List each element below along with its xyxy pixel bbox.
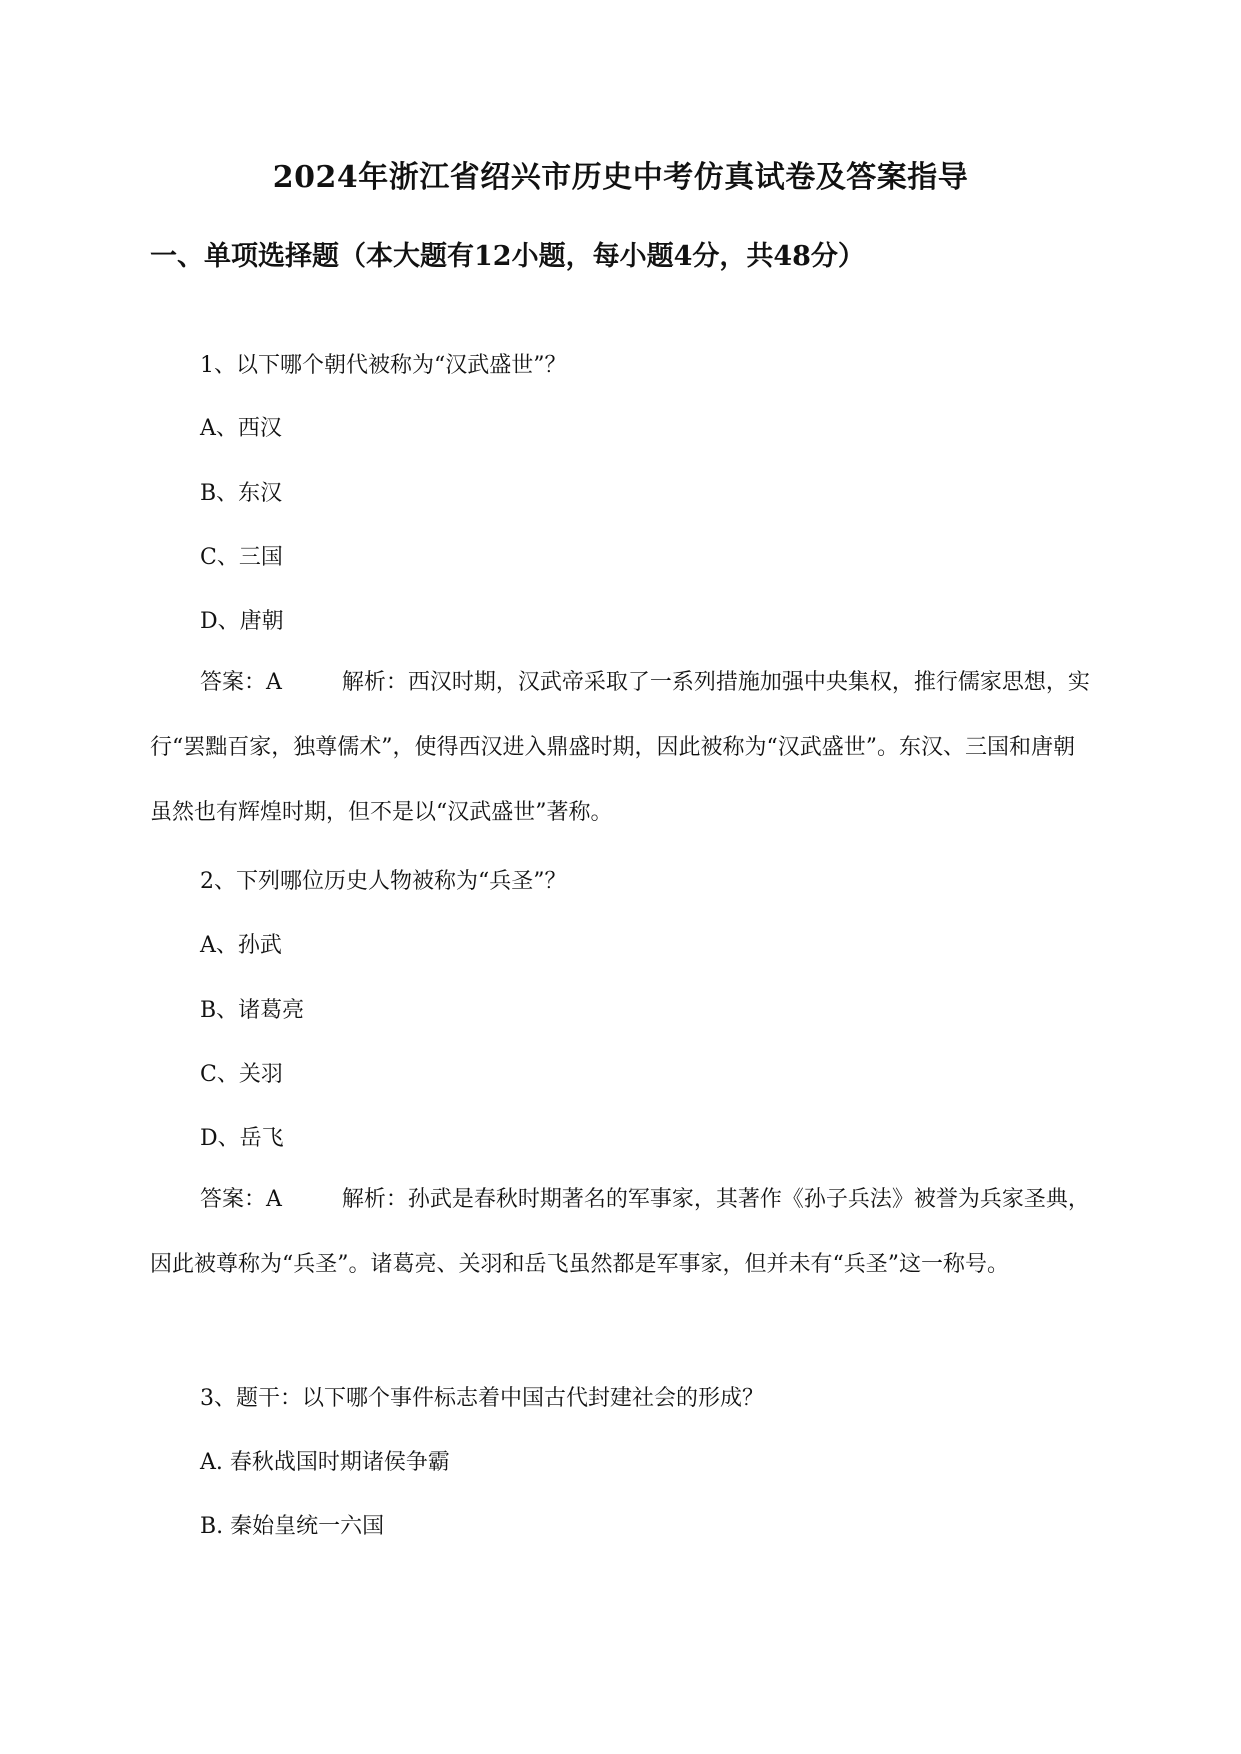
answer-label: 答案：A	[200, 1187, 282, 1212]
analysis-text: 解析：孙武是春秋时期著名的军事家，其著作《孙子兵法》被誉为兵家圣典，因此被尊称为“兵圣”。诸葛亮、关羽和岳飞虽然都是军事家，但并未有“兵圣”这一称号。	[150, 1187, 1090, 1277]
answer-analysis	[150, 1167, 1094, 1297]
section-heading: 一、单项选择题（本大题有12小题，每小题4分，共48分）	[150, 241, 865, 272]
option-b: B、东汉	[200, 481, 283, 506]
option-a: A、西汉	[200, 416, 282, 441]
question-stem: 1、以下哪个朝代被称为“汉武盛世”？	[200, 353, 567, 378]
option-b: B、诸葛亮	[200, 998, 305, 1023]
option-a: A、孙武	[200, 933, 282, 958]
page-title: 2024年浙江省绍兴市历史中考仿真试卷及答案指导	[272, 160, 969, 195]
option-d: D、岳飞	[200, 1126, 284, 1151]
option-c: C、关羽	[200, 1062, 283, 1087]
answer-analysis	[150, 650, 1094, 845]
answer-label: 答案：A	[200, 670, 282, 695]
option-a: A. 春秋战国时期诸侯争霸	[200, 1450, 450, 1475]
analysis-text: 解析：西汉时期，汉武帝采取了一系列措施加强中央集权，推行儒家思想，实行“罢黜百家，独尊儒术”，使得西汉进入鼎盛时期，因此被称为“汉武盛世”。东汉、三国和唐朝虽然也有辉煌时期，但不是以“汉武盛世”著称。	[150, 670, 1090, 825]
question-stem: 3、题干：以下哪个事件标志着中国古代封建社会的形成？	[200, 1386, 764, 1411]
option-d: D、唐朝	[200, 609, 284, 634]
option-c: C、三国	[200, 545, 283, 570]
option-b: B. 秦始皇统一六国	[200, 1514, 385, 1539]
question-stem: 2、下列哪位历史人物被称为“兵圣”？	[200, 869, 567, 894]
